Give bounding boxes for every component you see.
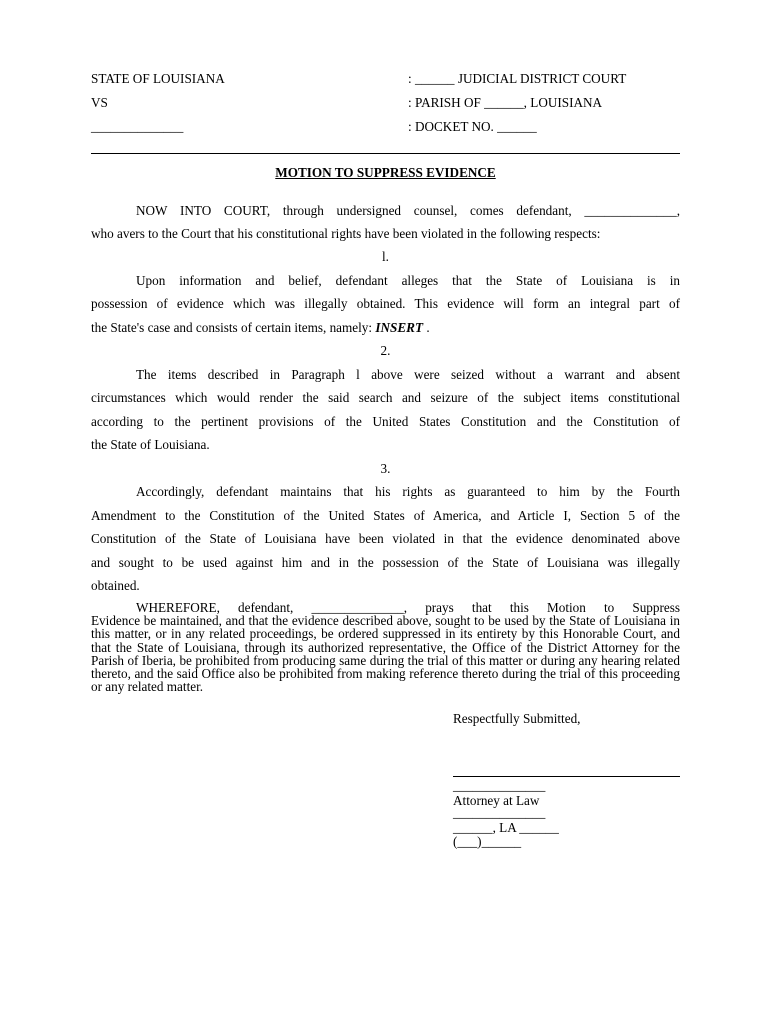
paragraph-2-line-2: circumstances which would render the said search and seizure of the subject items constitutional: [91, 390, 680, 405]
wherefore-first-line: WHEREFORE, defendant, ______________, prays that this Motion to Suppress: [136, 600, 680, 615]
insert-placeholder: INSERT: [375, 320, 424, 335]
paragraph-1-line-3: [91, 320, 430, 336]
paragraph-3-line-5: obtained.: [91, 578, 140, 593]
paragraph-2-line-1: The items described in Paragraph l above were seized without a warrant and absent: [136, 367, 680, 382]
paragraph-2-line-4: the State of Louisiana.: [91, 437, 210, 452]
caption-parish: : PARISH OF ______, LOUISIANA: [408, 95, 603, 110]
caption-vs: VS: [91, 95, 108, 110]
signature-blank-2: ______________: [453, 805, 546, 820]
caption-state: STATE OF LOUISIANA: [91, 71, 225, 86]
wherefore-body: Evidence be maintained, and that the evidence described above, sought to be used by the State of Louisiana in this matter, or in any related proceedings, be ordered suppressed in its entirety by this Honorable Court, and that the State of Louisiana, through its authorized representative, the Office of the District Attorney for the Parish of Iberia, be prohibited from producing same during the trial of this matter or during any hearing related thereto, and the said Office also be prohibited from making reference thereto during the trial of this proceeding or any related matter.: [91, 613, 680, 695]
signature-blank-1: ______________: [453, 778, 546, 793]
paragraph-1-line-3-end: .: [423, 320, 430, 335]
caption-divider: [91, 153, 680, 154]
paragraph-1-line-1: Upon information and belief, defendant alleges that the State of Louisiana is in: [136, 273, 680, 288]
paragraph-2-number: 2.: [380, 343, 391, 358]
respectfully-submitted: Respectfully Submitted,: [453, 711, 581, 726]
document-title: MOTION TO SUPPRESS EVIDENCE: [275, 165, 496, 180]
paragraph-1-number: l.: [382, 249, 389, 264]
paragraph-3-line-4: and sought to be used against him and in the possession of the State of Louisiana was illegally: [91, 555, 680, 570]
wherefore-clause: [91, 601, 680, 693]
paragraph-3-line-2: Amendment to the Constitution of the United States of America, and Article I, Section 5 of the: [91, 508, 680, 523]
caption-docket: : DOCKET NO. ______: [408, 119, 537, 134]
phone-number: (___)______: [453, 834, 522, 849]
paragraph-1-line-3-text: the State's case and consists of certain items, namely:: [91, 320, 376, 335]
caption-defendant-blank: ______________: [91, 119, 184, 134]
paragraph-3-line-3: Constitution of the State of Louisiana have been violated in that the evidence denominated above: [91, 531, 680, 546]
intro-line-2: who avers to the Court that his constitutional rights have been violated in the following respects:: [91, 226, 601, 241]
paragraph-3-number: 3.: [380, 461, 391, 476]
city-state-zip: ______, LA ______: [453, 820, 559, 835]
signature-line: [453, 776, 680, 777]
paragraph-2-line-3: according to the pertinent provisions of the United States Constitution and the Constitution of: [91, 414, 680, 429]
attorney-at-law: Attorney at Law: [453, 793, 540, 808]
paragraph-3-line-1: Accordingly, defendant maintains that his rights as guaranteed to him by the Fourth: [136, 484, 680, 499]
paragraph-1-line-2: possession of evidence which was illegally obtained. This evidence will form an integral part of: [91, 296, 680, 311]
caption-court: : ______ JUDICIAL DISTRICT COURT: [408, 71, 627, 86]
intro-line-1: NOW INTO COURT, through undersigned counsel, comes defendant, ______________,: [136, 203, 680, 218]
